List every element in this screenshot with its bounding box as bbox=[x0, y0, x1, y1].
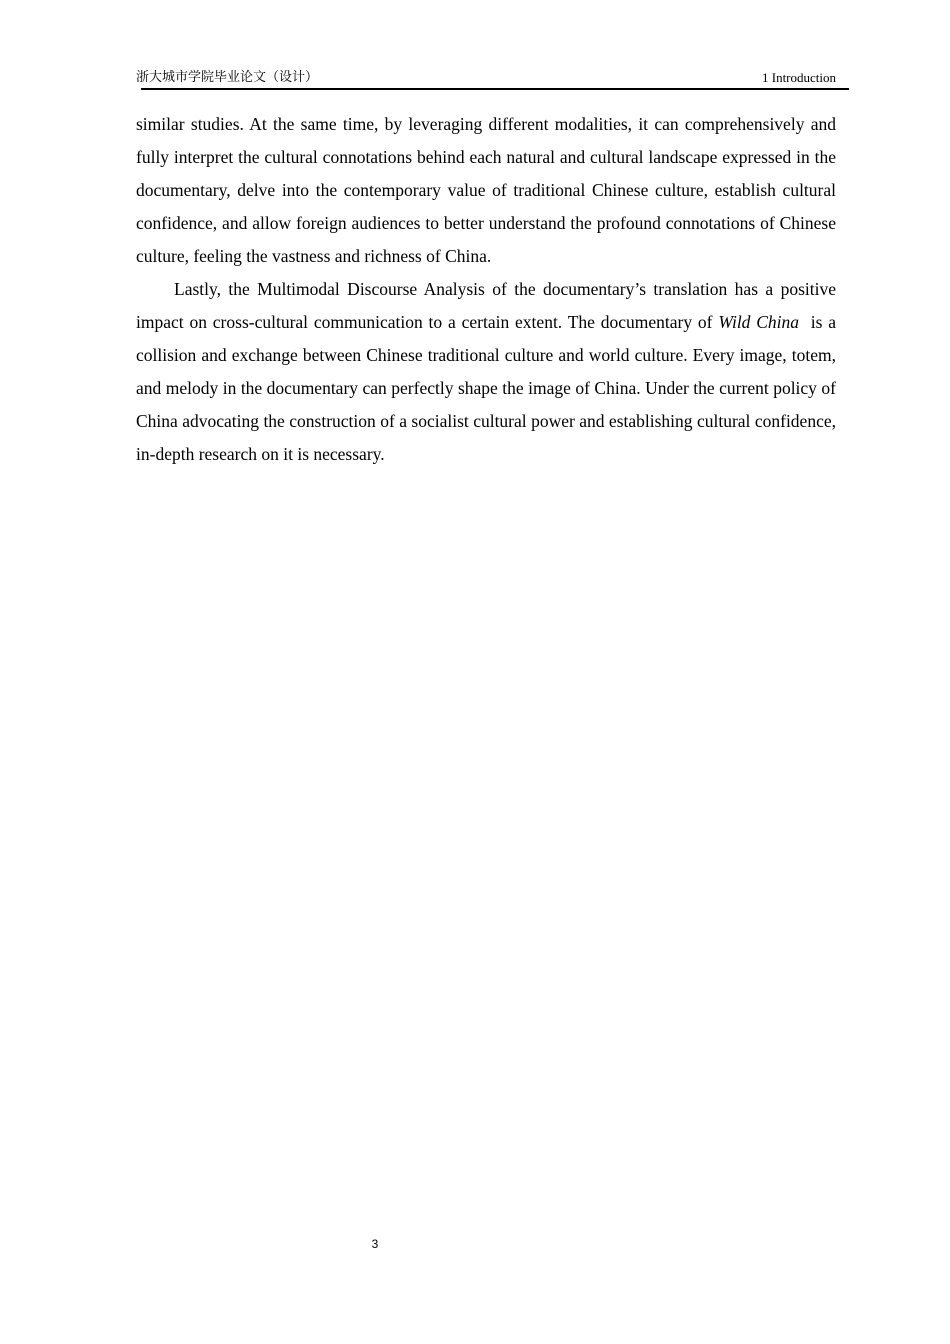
paragraph-2-text-start: Lastly, the Multimodal Discourse Analysis of the documentary’s translation has a positive impact on cross-cultural communication to a certain extent. The documentary of bbox=[136, 279, 836, 332]
paragraph-2-text-end: is a collision and exchange between Chinese traditional culture and world culture. Every image, totem, and melody in the documentary can perfectly shape the image of China. Under the current policy of China advocating the construction of a socialist cultural power and establishing cultural confidence, in-depth research on it is necessary. bbox=[136, 312, 841, 464]
header-divider bbox=[141, 88, 849, 90]
header-thesis-title: 浙大城市学院毕业论文（设计） bbox=[136, 69, 319, 84]
documentary-title: Wild China bbox=[718, 312, 800, 332]
header-chapter-title: 1 Introduction bbox=[761, 70, 836, 85]
paragraph-2 bbox=[136, 273, 841, 471]
body-text bbox=[136, 108, 841, 471]
paragraph-1: similar studies. At the same time, by leveraging different modalities, it can comprehensively and fully interpret the cultural connotations behind each natural and cultural landscape expressed in the documentary, delve into the contemporary value of traditional Chinese culture, establish cultural confidence, and allow foreign audiences to better understand the profound connotations of Chinese culture, feeling the vastness and richness of China. bbox=[136, 114, 836, 266]
page-header bbox=[136, 66, 836, 88]
page-number: 3 bbox=[371, 1237, 379, 1251]
